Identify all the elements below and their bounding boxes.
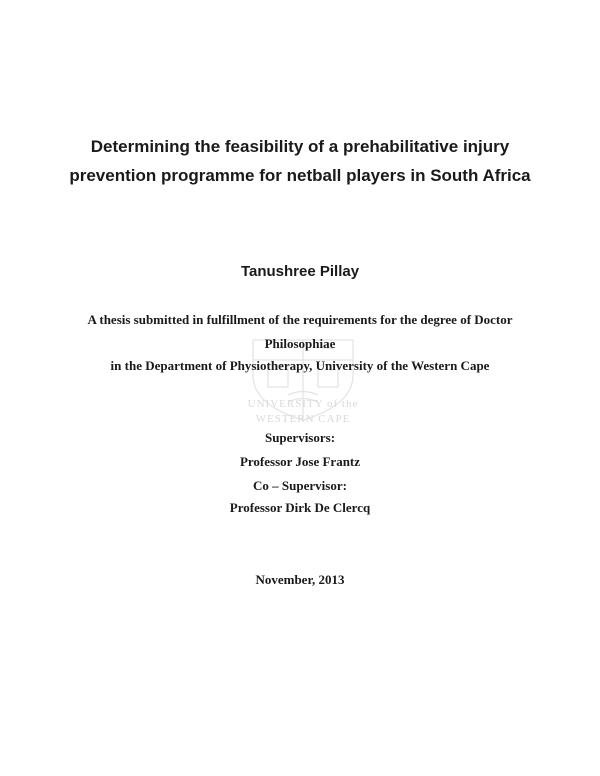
submission-statement-line-1: A thesis submitted in fulfillment of the requirements for the degree of Doctor [87, 312, 513, 327]
submission-statement-line-2: Philosophiae [264, 336, 336, 351]
thesis-title: Determining the feasibility of a prehabilitative injury prevention programme for netball players in South Africa [69, 137, 531, 185]
watermark-western-cape: WESTERN CAPE [255, 413, 351, 425]
supervisors-heading: Supervisors: [264, 430, 336, 445]
submission-date: November, 2013 [255, 572, 345, 587]
submission-statement-line-3: in the Department of Physiotherapy, University of the Western Cape [110, 358, 490, 373]
watermark-university: UNIVERSITY of the [247, 398, 359, 410]
supervisor-name: Professor Jose Frantz [239, 454, 361, 469]
co-supervisor-name: Professor Dirk De Clercq [229, 500, 371, 515]
author-name: Tanushree Pillay [240, 263, 360, 280]
co-supervisor-heading: Co – Supervisor: [253, 478, 347, 493]
